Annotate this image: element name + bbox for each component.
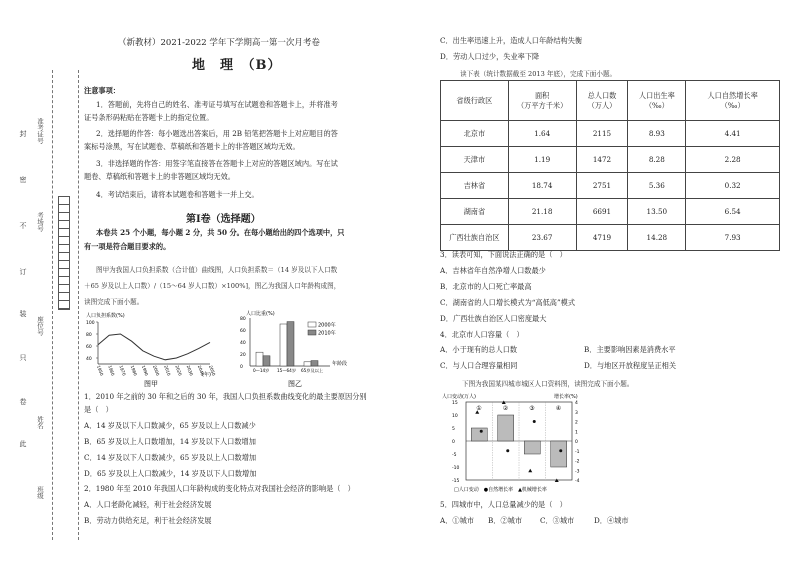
table-cell: 18.74 xyxy=(508,173,576,199)
fig-cities-y2label: 增长率(%) xyxy=(554,394,578,400)
fig-yi-xunit: 年龄段 xyxy=(332,361,348,367)
q2-stem: 2．1980 年至 2010 年我国人口年龄构成的变化特点对我国社会经济的影响是（ ） xyxy=(84,484,355,493)
subject-title: 地 理 （B） xyxy=(192,58,282,73)
fig-yi-ytick: 20 xyxy=(240,353,246,358)
natural-growth-marker xyxy=(533,420,536,423)
q4-option-d[interactable]: D．与地区开放程度呈正相关 xyxy=(584,361,677,370)
field-label-name: 姓名 xyxy=(36,416,44,429)
q3-option-a[interactable]: A．吉林省年自然净增人口数最少 xyxy=(440,266,546,275)
city-bar-② xyxy=(498,415,514,441)
q4-option-c[interactable]: C．与人口合理容量相同 xyxy=(440,361,518,370)
fig-yi-ytick: 40 xyxy=(240,341,246,346)
fig-jia-ytick: 100 xyxy=(86,321,95,326)
bar-2010年-15—64岁 xyxy=(287,322,294,366)
bar-2010年-65岁及以上 xyxy=(311,361,318,366)
fig-cities-ytick: 15 xyxy=(452,401,458,406)
notice-line: 案标号涂黑，写在试题卷、草稿纸和答题卡上的非答题区域均无效。 xyxy=(84,142,300,151)
table-cell: 湖南省 xyxy=(441,199,509,225)
fig-yi-ylabel: 人口比重(%) xyxy=(246,311,275,317)
bar-2000年-65岁及以上 xyxy=(304,362,311,366)
table-row xyxy=(441,199,780,225)
passage-line: ＋65 岁及以上人口数）/（15～64 岁人口数）×100%]，图乙为我国人口年龄构成图， xyxy=(84,282,341,290)
fig-cities-y2tick: 2 xyxy=(575,420,578,426)
seal-char: 不 xyxy=(19,222,27,229)
fig-jia-xtick: 2020 xyxy=(174,364,183,377)
q1-stem: 是（ ） xyxy=(84,405,113,414)
city-label: ④ xyxy=(555,405,562,412)
fig-jia-xtick: 1960 xyxy=(107,364,116,377)
fig-cities-y2tick: -4 xyxy=(575,479,580,484)
table-header-cell: 省级行政区 xyxy=(441,81,509,121)
q1-option-c[interactable]: C．14 岁及以下人口数减少，65 岁及以上人口数增加 xyxy=(84,453,257,462)
table-header-cell: 人口出生率 （‰） xyxy=(628,81,686,121)
bar-2010年-0—14岁 xyxy=(263,356,270,366)
fig-jia-ytick: 60 xyxy=(86,345,92,350)
section-intro: 本卷共 25 个小题，每小题 2 分，共 50 分。在每小题给出的四个选项中，只 xyxy=(96,228,345,237)
field-label-exam-number: 准考证号 xyxy=(36,118,44,144)
exam-number-boxes[interactable] xyxy=(58,196,70,310)
table-cell: 23.67 xyxy=(508,225,576,251)
table-cell: 4.41 xyxy=(686,121,780,147)
fig-jia-ytick: 40 xyxy=(86,357,92,362)
q2-option-b[interactable]: B．劳动力供给充足，利于社会经济发展 xyxy=(84,516,212,525)
seal-char: 封 xyxy=(19,130,27,137)
notice-line: 4．考试结束后，请将本试题卷和答题卡一并上交。 xyxy=(96,190,259,199)
table-cell: 14.28 xyxy=(628,225,686,251)
figure-cities xyxy=(440,390,590,494)
fig-cities-ytick: -15 xyxy=(452,479,460,484)
dependency-ratio-line xyxy=(98,334,210,360)
q5-option-d[interactable]: D．④城市 xyxy=(594,516,629,525)
q5-option-a[interactable]: A．①城市 xyxy=(440,516,474,525)
q1-stem: 1．2010 年之前的 30 年和之后的 30 年，我国人口负担系数曲线变化的最主要原因分别 xyxy=(84,392,367,401)
seal-char: 卷 xyxy=(19,398,27,405)
city-bar-④ xyxy=(551,441,567,467)
notice-line: 证号条形码粘贴在答题卡上的指定位置。 xyxy=(84,113,214,122)
legend-swatch-2000 xyxy=(308,322,316,327)
q4-stem: 4．北京市人口容量（ ） xyxy=(440,330,524,339)
city-label: ② xyxy=(502,405,509,412)
seal-char: 只 xyxy=(19,354,27,361)
table-cell: 天津市 xyxy=(441,147,509,173)
table-cell: 1.64 xyxy=(508,121,576,147)
fig-cities-ytick: -5 xyxy=(452,453,457,458)
exam-title: （新教材）2021-2022 学年下学期高一第一次月考卷 xyxy=(118,38,320,48)
fig-cities-y2tick: -3 xyxy=(575,469,580,475)
fig-cities-legend: □人口变动 ●自然增长率 ▲机械增长率 xyxy=(454,487,547,493)
table-cell: 2.28 xyxy=(686,147,780,173)
table-cell: 21.18 xyxy=(508,199,576,225)
q3-option-d[interactable]: D．广西壮族自治区人口密度最大 xyxy=(440,314,547,323)
legend-swatch-2010 xyxy=(308,330,316,335)
table-header-cell: 人口自然增长率 （‰） xyxy=(686,81,780,121)
figure-jia xyxy=(84,308,220,388)
natural-growth-marker xyxy=(480,430,483,433)
seal-char: 密 xyxy=(19,176,27,183)
fig-cities-ytick: 10 xyxy=(452,414,458,419)
field-label-class: 班级 xyxy=(36,486,44,499)
fig-cities-y2tick: -2 xyxy=(575,459,580,465)
fig-jia-xunit: (年) xyxy=(202,372,211,378)
city-bar-① xyxy=(471,428,487,441)
fig-cities-y2tick: 1 xyxy=(575,430,578,436)
notice-line: 1．答题前，先将自己的姓名、准考证号填写在试题卷和答题卡上，并将准考 xyxy=(96,100,338,109)
table-cell: 1.19 xyxy=(508,147,576,173)
table-cell: 1472 xyxy=(576,147,628,173)
q5-stem: 5．四城市中，人口总量减少的是（ ） xyxy=(440,500,567,509)
figure-yi xyxy=(238,308,360,388)
migration-growth-marker xyxy=(528,469,532,473)
q1-option-d[interactable]: D．65 岁及以上人口数减少，14 岁及以下人口数增加 xyxy=(84,469,257,478)
fig-jia-ylabel: 人口负担系数(%) xyxy=(86,313,125,319)
table-cell: 0.32 xyxy=(686,173,780,199)
q3-option-b[interactable]: B．北京市的人口死亡率最高 xyxy=(440,282,532,291)
fig-jia-caption: 图甲 xyxy=(144,380,158,388)
table-header-cell: 面积 （万平方千米） xyxy=(508,81,576,121)
table-cell: 6691 xyxy=(576,199,628,225)
fig-cities-y2tick: -1 xyxy=(575,449,580,455)
fig-jia-xtick: 2040 xyxy=(196,364,206,377)
fig-jia-xtick: 2030 xyxy=(185,364,195,377)
table-header-cell: 总人口数 （万人） xyxy=(576,81,628,121)
table-row xyxy=(441,121,780,147)
fig-cities-y2tick: 4 xyxy=(575,401,578,406)
fig-yi-ytick: 0 xyxy=(240,365,243,370)
q3-option-c[interactable]: C．湖南省的人口增长模式为“高低高”模式 xyxy=(440,298,576,307)
table-cell: 8.28 xyxy=(628,147,686,173)
seal-char: 此 xyxy=(19,440,27,447)
fig-cities-ylabel: 人口变动(万人) xyxy=(442,394,476,400)
q1-option-b[interactable]: B．65 岁及以上人口数增加，14 岁及以下人口数增加 xyxy=(84,437,256,446)
fig-jia-xtick: 1990 xyxy=(140,364,150,377)
q3-stem: 3．读表可知，下面说法正确的是（ ） xyxy=(440,250,567,259)
binding-dash-line xyxy=(52,70,53,540)
notice-line: 2．选择题的作答：每小题选出答案后，用 2B 铅笔把答题卡上对应题目的答 xyxy=(96,129,338,138)
notice-line: 3．非选择题的作答：用签字笔直接答在答题卡上对应的答题区域内。写在试 xyxy=(96,159,338,168)
passage-city-chart: 下图为我国某四城市城区人口资料图，读图完成下面小题。 xyxy=(462,380,634,388)
notice-line: 题卷、草稿纸和答题卡上的非答题区域均无效。 xyxy=(84,172,235,181)
table-cell: 8.93 xyxy=(628,121,686,147)
table-row xyxy=(441,173,780,199)
fig-yi-caption: 图乙 xyxy=(288,380,302,388)
fig-cities-ytick: -10 xyxy=(452,466,460,471)
fig-jia-xtick: 2010 xyxy=(163,364,172,377)
section-title: 第Ⅰ卷（选择题） xyxy=(186,214,261,225)
q5-option-c[interactable]: C．③城市 xyxy=(540,516,575,525)
table-cell: 2751 xyxy=(576,173,628,199)
table-row xyxy=(441,225,780,251)
table-cell: 广西壮族自治区 xyxy=(441,225,509,251)
fig-jia-xtick: 2050 xyxy=(208,364,217,377)
q4-option-b[interactable]: B．主要影响因素是消费水平 xyxy=(584,345,676,354)
binding-dash-line xyxy=(78,70,79,540)
table-cell: 吉林省 xyxy=(441,173,509,199)
field-label-seat-number: 座位号 xyxy=(36,316,44,336)
seal-char: 装 xyxy=(19,310,27,317)
table-cell: 北京市 xyxy=(441,121,509,147)
province-data-table xyxy=(440,80,780,251)
table-cell: 6.54 xyxy=(686,199,780,225)
table-cell: 2115 xyxy=(576,121,628,147)
table-note: 读下表（统计数据截至 2013 年底），完成下面小题。 xyxy=(460,70,617,78)
legend-2010: 2010年 xyxy=(318,330,336,337)
fig-jia-xtick: 1950 xyxy=(96,364,105,377)
natural-growth-marker xyxy=(559,449,562,452)
fig-yi-xtick: 65岁及以上 xyxy=(301,368,324,373)
city-label: ③ xyxy=(529,405,535,412)
fig-jia-xtick: 2000 xyxy=(152,364,161,377)
table-header-row xyxy=(441,81,780,121)
fig-yi-xtick: 15—64岁 xyxy=(277,368,297,373)
q5-option-b[interactable]: B．②城市 xyxy=(488,516,523,525)
table-cell: 5.36 xyxy=(628,173,686,199)
notice-heading: 注意事项： xyxy=(84,86,120,95)
fig-yi-xtick: 0—14岁 xyxy=(253,368,270,373)
q2-option-a[interactable]: A．人口老龄化减轻，利于社会经济发展 xyxy=(84,500,212,509)
passage-line: 读图完成下面小题。 xyxy=(84,298,144,306)
q2-option-c[interactable]: C．出生率迅速上升，造成人口年龄结构失衡 xyxy=(440,36,583,45)
q4-option-a[interactable]: A．小于现有的总人口数 xyxy=(440,345,518,354)
bar-2000年-15—64岁 xyxy=(280,324,287,366)
fig-jia-xtick: 1980 xyxy=(129,364,139,377)
passage-line: 图甲为我国人口负担系数（合计值）曲线图，人口负担系数＝（14 岁及以下人口数 xyxy=(96,266,338,274)
bar-2000年-0—14岁 xyxy=(256,352,263,366)
fig-jia-ytick: 80 xyxy=(86,333,92,338)
q2-option-d[interactable]: D．劳动人口过少，失业率下降 xyxy=(440,52,540,61)
section-intro: 有一项是符合题目要求的。 xyxy=(84,242,171,251)
fig-yi-ytick: 80 xyxy=(240,317,246,322)
fig-yi-ytick: 60 xyxy=(240,329,246,334)
fig-cities-y2tick: 3 xyxy=(575,410,578,416)
table-cell: 4719 xyxy=(576,225,628,251)
q1-option-a[interactable]: A．14 岁及以下人口数减少，65 岁及以上人口数减少 xyxy=(84,421,256,430)
city-bar-③ xyxy=(524,441,540,454)
seal-char: 订 xyxy=(19,268,27,275)
table-row xyxy=(441,147,780,173)
field-label-room-number: 考场号 xyxy=(36,212,44,232)
fig-jia-xtick: 1970 xyxy=(118,364,127,377)
natural-growth-marker xyxy=(506,449,509,452)
fig-cities-y2tick: 0 xyxy=(575,440,578,445)
legend-2000: 2000年 xyxy=(318,322,336,329)
city-label: ① xyxy=(476,405,482,412)
table-cell: 13.50 xyxy=(628,199,686,225)
fig-cities-ytick: 5 xyxy=(452,427,455,432)
table-cell: 7.93 xyxy=(686,225,780,251)
fig-cities-ytick: 0 xyxy=(452,440,455,445)
